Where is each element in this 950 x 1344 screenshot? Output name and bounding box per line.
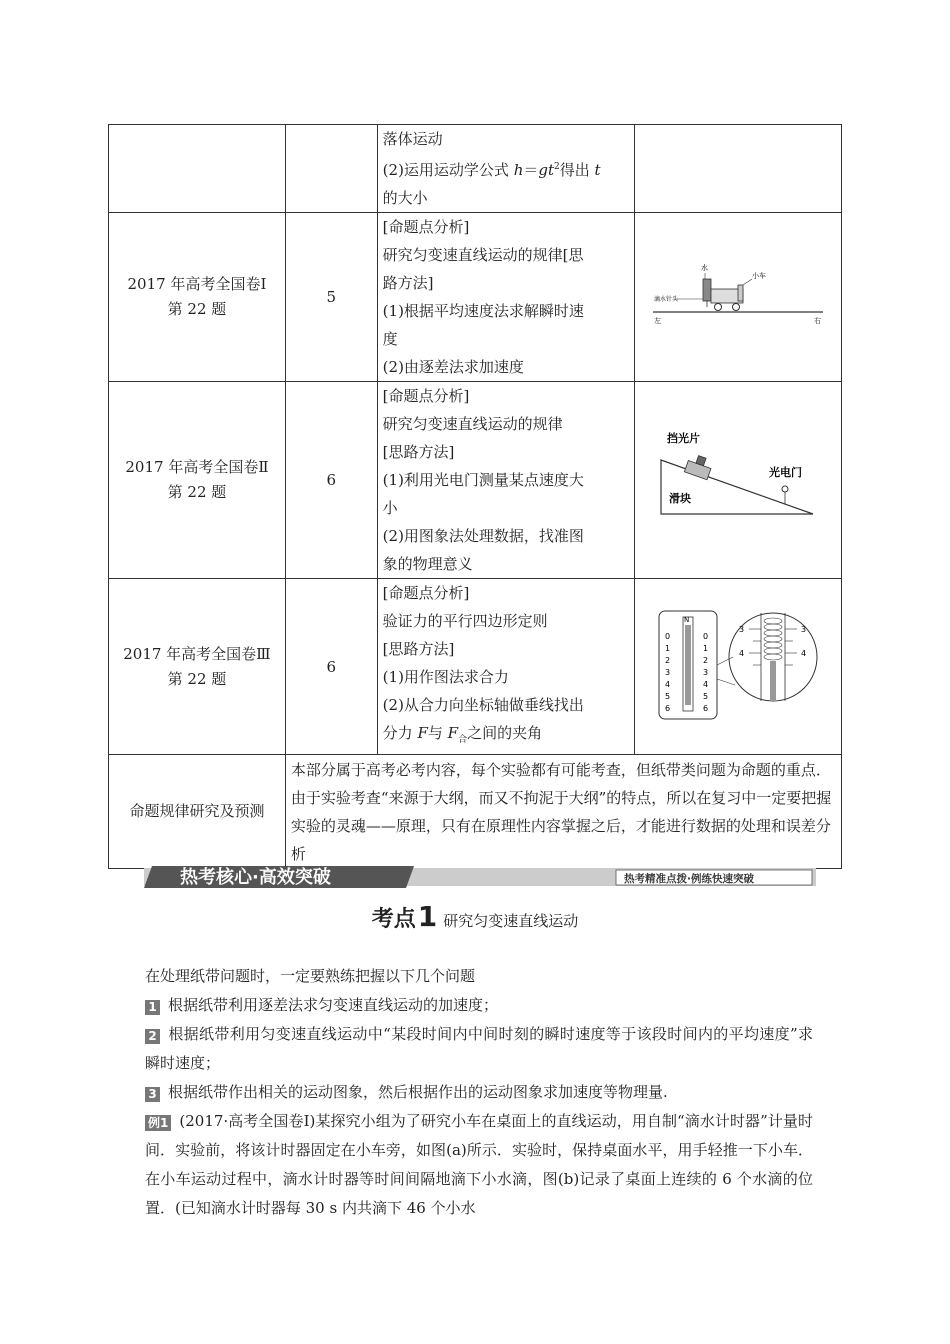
tick-label: 6 xyxy=(703,703,709,713)
intro-text: 在处理纸带问题时，一定要熟练把握以下几个问题 xyxy=(145,967,476,985)
analysis-line: [思路方法] xyxy=(382,443,455,461)
list-item xyxy=(145,1020,813,1078)
number-badge: 3 xyxy=(145,1087,160,1102)
analysis-cell xyxy=(377,579,635,755)
analysis-line: (2)用图象法处理数据，找准图 xyxy=(382,527,584,545)
figure-cell xyxy=(635,213,842,382)
tick-label: 3 xyxy=(703,667,709,677)
example-paragraph xyxy=(145,1107,813,1223)
table-row xyxy=(109,125,842,213)
table-row xyxy=(109,382,842,579)
analysis-cell xyxy=(377,125,635,213)
tick-label: 5 xyxy=(703,691,709,701)
zoom-tick-label: 3 xyxy=(801,624,807,634)
tick-label: 0 xyxy=(703,631,709,641)
score-cell: 6 xyxy=(285,382,377,579)
number-badge: 1 xyxy=(145,1000,160,1015)
exam-table xyxy=(108,124,842,869)
analysis-line: 象的物理意义 xyxy=(382,555,473,573)
analysis-line: 研究匀变速直线运动的规律[思 xyxy=(382,246,584,264)
list-item xyxy=(145,1078,813,1107)
source-line: 第 22 题 xyxy=(167,669,227,688)
section-banner xyxy=(144,864,816,890)
analysis-line: (1)根据平均速度法求解瞬时速 xyxy=(382,302,584,320)
analysis-line: [命题点分析] xyxy=(382,584,470,602)
source-line: 2017 年高考全国卷Ⅱ xyxy=(125,458,269,476)
analysis-line: 研究匀变速直线运动的规律 xyxy=(382,415,563,433)
score-cell: 6 xyxy=(285,579,377,755)
score-cell: 5 xyxy=(285,213,377,382)
label-right: 右 xyxy=(814,317,822,325)
section-title: 研究匀变速直线运动 xyxy=(443,912,579,930)
table-row xyxy=(109,213,842,382)
analysis-line: 验证力的平行四边形定则 xyxy=(382,612,548,630)
table-cell xyxy=(109,125,286,213)
label-shade: 挡光片 xyxy=(667,432,701,445)
label-car: 小车 xyxy=(752,272,767,280)
analysis-line: 分力 F与 $F_合$之间的夹角 xyxy=(382,724,543,745)
label-drip: 滴水针头 xyxy=(654,296,679,303)
tick-label: 1 xyxy=(665,643,671,653)
tick-label: 4 xyxy=(703,679,709,689)
tick-label: 6 xyxy=(665,703,671,713)
zoom-tick-label: 4 xyxy=(801,648,807,658)
section-number: 1 xyxy=(417,900,438,933)
table-cell xyxy=(285,125,377,213)
photogate-slope-figure xyxy=(653,428,823,528)
list-item xyxy=(145,991,813,1020)
tick-label: 0 xyxy=(665,631,671,641)
zoom-tick-label: 4 xyxy=(739,648,745,658)
label-gate: 光电门 xyxy=(769,466,803,479)
banner-title: 热考核心·高效突破 xyxy=(180,867,331,888)
table-row xyxy=(109,579,842,755)
source-cell xyxy=(109,213,286,382)
drip-timer-cart-figure xyxy=(648,255,828,335)
analysis-line: 路方法] xyxy=(382,274,434,292)
tick-label: 2 xyxy=(665,655,671,665)
summary-label: 命题规律研究及预测 xyxy=(109,755,286,869)
analysis-line: [思路方法] xyxy=(382,640,455,658)
analysis-line: (1)利用光电门测量某点速度大 xyxy=(382,471,584,489)
analysis-line: [命题点分析] xyxy=(382,218,470,236)
analysis-line: (2)由逐差法求加速度 xyxy=(382,358,524,376)
tick-label: 1 xyxy=(703,643,709,653)
source-line: 第 22 题 xyxy=(167,300,227,318)
table-row xyxy=(109,755,842,869)
summary-text: 本部分属于高考必考内容，每个实验都有可能考查，但纸带类问题为命题的重点．由于实验考查“来源于大纲，而又不拘泥于大纲”的特点，所以在复习中一定要把握实验的灵魂——原理，只有在原理性内容掌握之后，才能进行数据的处理和误差分析 xyxy=(285,755,841,869)
label-water: 水 xyxy=(701,264,709,272)
number-badge: 2 xyxy=(145,1029,160,1044)
example-badge: 例1 xyxy=(145,1115,171,1131)
source-line: 第 22 题 xyxy=(167,483,227,501)
analysis-line: 小 xyxy=(382,499,398,517)
label-block: 滑块 xyxy=(669,492,692,505)
source-line: 2017 年高考全国卷Ⅰ xyxy=(127,275,267,293)
spring-scale-figure xyxy=(653,605,823,725)
list-item-text: 根据纸带利用匀变速直线运动中“某段时间内中间时刻的瞬时速度等于该段时间内的平均速度”求瞬时速度； xyxy=(145,1025,813,1072)
list-item-text: 根据纸带作出相关的运动图象，然后根据作出的运动图象求加速度等物理量. xyxy=(168,1083,668,1101)
zoom-tick-label: 3 xyxy=(739,624,745,634)
analysis-line: (2)从合力向坐标轴做垂线找出 xyxy=(382,696,584,714)
source-line: 2017 年高考全国卷Ⅲ xyxy=(123,644,271,663)
table-cell xyxy=(635,125,842,213)
figure-cell xyxy=(635,579,842,755)
analysis-line: (1)用作图法求合力 xyxy=(382,668,509,686)
tick-label: 2 xyxy=(703,655,709,665)
tick-label: 5 xyxy=(665,691,671,701)
example-text: (2017·高考全国卷Ⅰ)某探究小组为了研究小车在桌面上的直线运动，用自制“滴水计时器”计量时间．实验前，将该计时器固定在小车旁，如图(a)所示．实验时，保持桌面水平，用手轻推一下小车．在小车运动过程中，滴水计时器等时间间隔地滴下小水滴，图(b)记录了桌面上连续的 6 个水滴的位置．(已知滴水计时器每 30 s 内共滴下 46 个小水 xyxy=(145,1112,813,1217)
source-cell xyxy=(109,382,286,579)
analysis-line: (2)运用运动学公式 $h=gt^2$得出 t xyxy=(382,161,601,179)
analysis-line: 度 xyxy=(382,330,398,348)
label-newton: N xyxy=(684,615,690,624)
analysis-cell xyxy=(377,382,635,579)
analysis-line: [命题点分析] xyxy=(382,387,470,405)
section-heading xyxy=(0,900,950,933)
analysis-line: 的大小 xyxy=(382,189,428,207)
list-item-text: 根据纸带利用逐差法求匀变速直线运动的加速度； xyxy=(168,996,499,1014)
section-label: 考点 xyxy=(371,907,416,932)
banner-right-label: 热考精准点拨·例练快速突破 xyxy=(624,873,754,885)
source-cell xyxy=(109,579,286,755)
label-left: 左 xyxy=(654,317,662,325)
tick-label: 3 xyxy=(665,667,671,677)
analysis-cell xyxy=(377,213,635,382)
tick-label: 4 xyxy=(665,679,671,689)
analysis-line: 落体运动 xyxy=(382,130,443,148)
figure-cell xyxy=(635,382,842,579)
content-body xyxy=(145,962,813,1223)
